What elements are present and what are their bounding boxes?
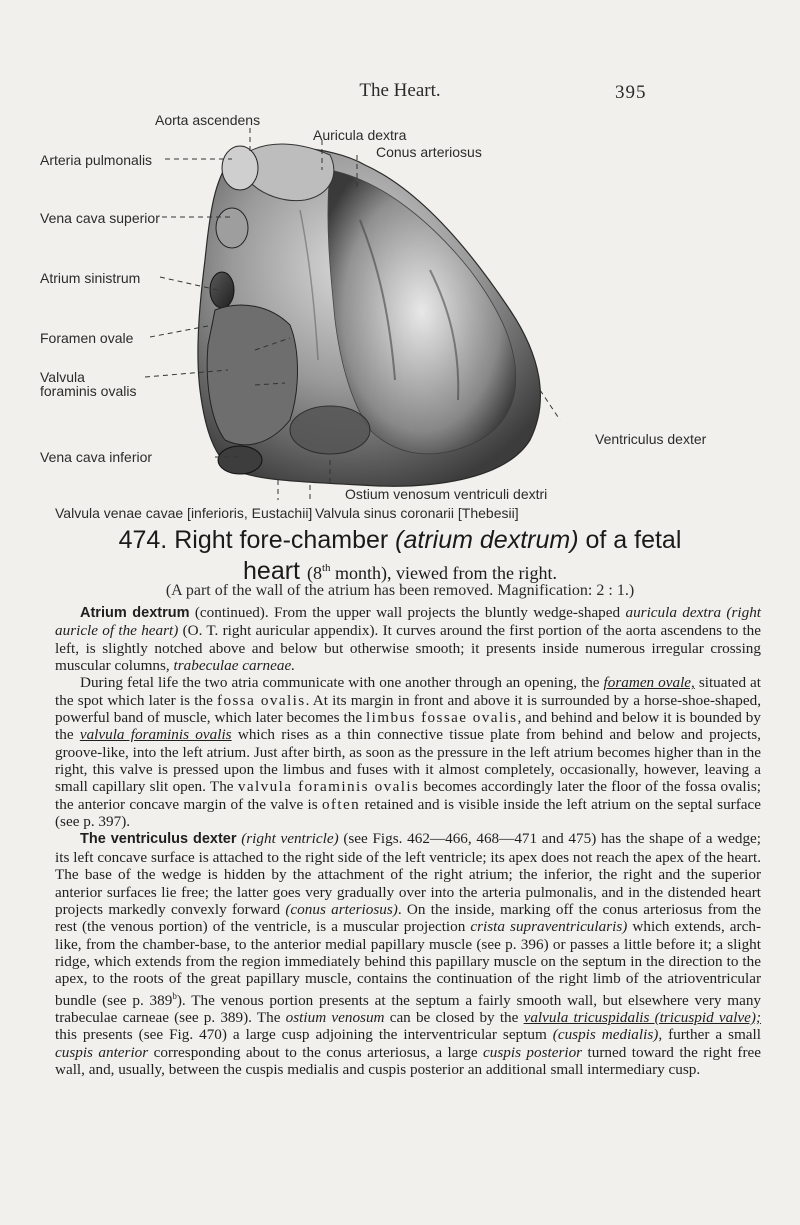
p2-l: often: [321, 795, 361, 813]
paragraph-atrium: [55, 604, 761, 674]
running-title: The Heart.: [359, 80, 441, 101]
p3-p: corresponding about to the conus arteriosus, a large: [148, 1043, 484, 1061]
p3-r: turned toward the right free wall, and, usually, between the cuspis medialis and cuspis posterior an additional small intermediary cusp.: [55, 1043, 761, 1078]
p2-j: valvula foraminis ovalis: [237, 778, 420, 796]
label-foramen-ovale: Foramen ovale: [40, 330, 134, 346]
p3-h: ). The venous portion presents at the septum a fairly smooth wall, but elsewhere very many trabeculae carneae (see p. 389). The: [55, 991, 762, 1026]
label-valvula-venae-cavae: Valvula venae cavae [inferioris, Eustachii]: [55, 505, 313, 521]
p2-g: , and behind and below it is bounded by the: [55, 709, 761, 744]
label-aorta-ascendens: Aorta ascendens: [155, 112, 261, 128]
p2-f: limbus fossae ovalis: [366, 709, 518, 727]
p1-head: Atrium dextrum: [80, 605, 190, 621]
label-foraminis-ovalis: foraminis ovalis: [40, 383, 137, 399]
caption-title-d: heart: [243, 557, 300, 585]
p1-a: (continued). From the upper wall projects the bluntly wedge-shaped: [189, 604, 626, 621]
caption-number: 474.: [118, 526, 168, 554]
p3-head: The ventriculus dexter: [80, 831, 237, 848]
page-number: 395: [615, 82, 647, 103]
label-valvula: Valvula: [40, 369, 85, 385]
p2-e: . At its margin in front and above it is surrounded by a horse-shoe-shaped, powerful band of muscle, which later becomes the: [55, 691, 761, 727]
caption-title-sup: th: [321, 562, 331, 574]
p2-h: valvula foraminis ovalis: [79, 726, 232, 744]
label-ostium-venosum: Ostium venosum ventriculi dextri: [345, 486, 548, 502]
p3-o: cuspis anterior: [55, 1043, 149, 1061]
p3-sup: b: [172, 990, 177, 1001]
p3-j: can be closed by the: [384, 1008, 524, 1026]
caption-title-c: of a fetal: [585, 526, 682, 554]
p3-n: , further a small: [658, 1026, 761, 1044]
p3-k: valvula tricuspidalis (tricuspid valve);: [523, 1008, 762, 1026]
label-conus-arteriosus: Conus arteriosus: [376, 144, 482, 160]
p2-i: which rises as a thin connective tissue plate from behind and below and projects, groove-like, into the left atrium. Just after birth, as soon as the pressure in the left atrium becomes higher than in the right, this valve is pressed upon the limbus and fuses with it almost completely, occasionally, however, leaving a small capillary slit open. The: [55, 726, 761, 796]
p2-a: During fetal life the two atria communicate with one another through an opening, the: [80, 674, 604, 692]
atrium-interior: [207, 305, 297, 445]
p3-e: . On the inside, marking off the conus arteriosus from the rest (the venous portion) of the ventricle, is a muscular projection: [55, 900, 761, 936]
aorta-vessel: [222, 146, 258, 190]
caption-title-f: month), viewed from the right.: [330, 563, 557, 583]
caption-title-e: (8: [306, 563, 322, 583]
p3-l: this presents (see Fig. 470) a large cusp adjoining the interventricular septum: [55, 1026, 553, 1044]
heart-figure: [0, 100, 800, 540]
p3-g: which extends, arch-like, from the chamber-base, to the anterior medial papillary muscle (see p. 396) or passes a little before it; a slight ridge, which extends from the region immediately behind this papillary muscle on the septum in the direction to the apex, to the roots of the great papillary muscle, contains the continuation of the right limb of the atrioventricular bundle (see p. 389: [55, 918, 761, 1009]
p2-c: situated at the spot which later is the: [55, 674, 762, 709]
p3-m: (cuspis medialis): [552, 1026, 659, 1044]
label-vena-cava-inferior: Vena cava inferior: [40, 449, 153, 465]
p1-d: trabeculae carneae.: [173, 657, 295, 675]
p1-b: auricula dextra (right auricle of the heart): [55, 604, 762, 640]
caption-title-a: Right fore-chamber: [174, 526, 389, 554]
p1-c: (O. T. right auricular appendix). It curves around the first portion of the aorta ascendens to the left, is slightly notched above and below but otherwise smooth; it presents inside numerous irregular crossing muscular columns,: [55, 622, 761, 675]
vena-cava-inferior-opening: [218, 446, 262, 474]
p3-i: ostium venosum: [285, 1008, 385, 1026]
label-atrium-sinistrum: Atrium sinistrum: [40, 270, 141, 286]
body-text: [55, 604, 761, 1078]
p2-b: foramen ovale,: [603, 674, 695, 692]
paragraph-foramen: [55, 674, 761, 830]
label-valvula-sinus-coronarii: Valvula sinus coronarii [Thebesii]: [315, 505, 519, 521]
p2-k: becomes accordingly later the floor of the fossa ovalis; the anterior concave margin of the valve is: [55, 778, 761, 813]
caption-title-b: (atrium dextrum): [395, 526, 579, 554]
atrium-opening: [210, 272, 234, 308]
ostium-venosum: [290, 406, 370, 454]
p3-b: (right ventricle): [241, 830, 339, 848]
p3-q: cuspis posterior: [483, 1043, 583, 1061]
p3-d: (conus arteriosus): [285, 900, 398, 918]
figure-caption-subtitle: (A part of the wall of the atrium has been removed. Magnification: 2 : 1.): [165, 582, 635, 599]
label-ventriculus-dexter: Ventriculus dexter: [595, 431, 707, 447]
p3-c: (see Figs. 462—466, 468—471 and 475) has the shape of a wedge; its left concave surface is attached to the right side of the left ventricle; its apex does not reach the apex of the heart. The base of the wedge is hidden by the attachment of the right atrium; the inferior, the right and the superior anterior surfaces lie free; the latter goes very gradually over into the arteria pulmonalis, and in the distended heart projects markedly convexly forward: [55, 830, 762, 918]
p3-f: crista supraventricularis): [470, 918, 628, 936]
figure-caption-title: [0, 526, 800, 587]
label-vena-cava-superior: Vena cava superior: [40, 210, 160, 226]
p2-m: retained and is visible inside the left atrium on the septal surface (see p. 397).: [55, 795, 761, 831]
paragraph-ventriculus: [55, 830, 761, 1078]
vena-cava-superior-opening: [216, 208, 248, 248]
label-auricula-dextra: Auricula dextra: [313, 127, 407, 143]
p2-d: fossa ovalis: [217, 691, 306, 709]
label-arteria-pulmonalis: Arteria pulmonalis: [40, 152, 153, 168]
